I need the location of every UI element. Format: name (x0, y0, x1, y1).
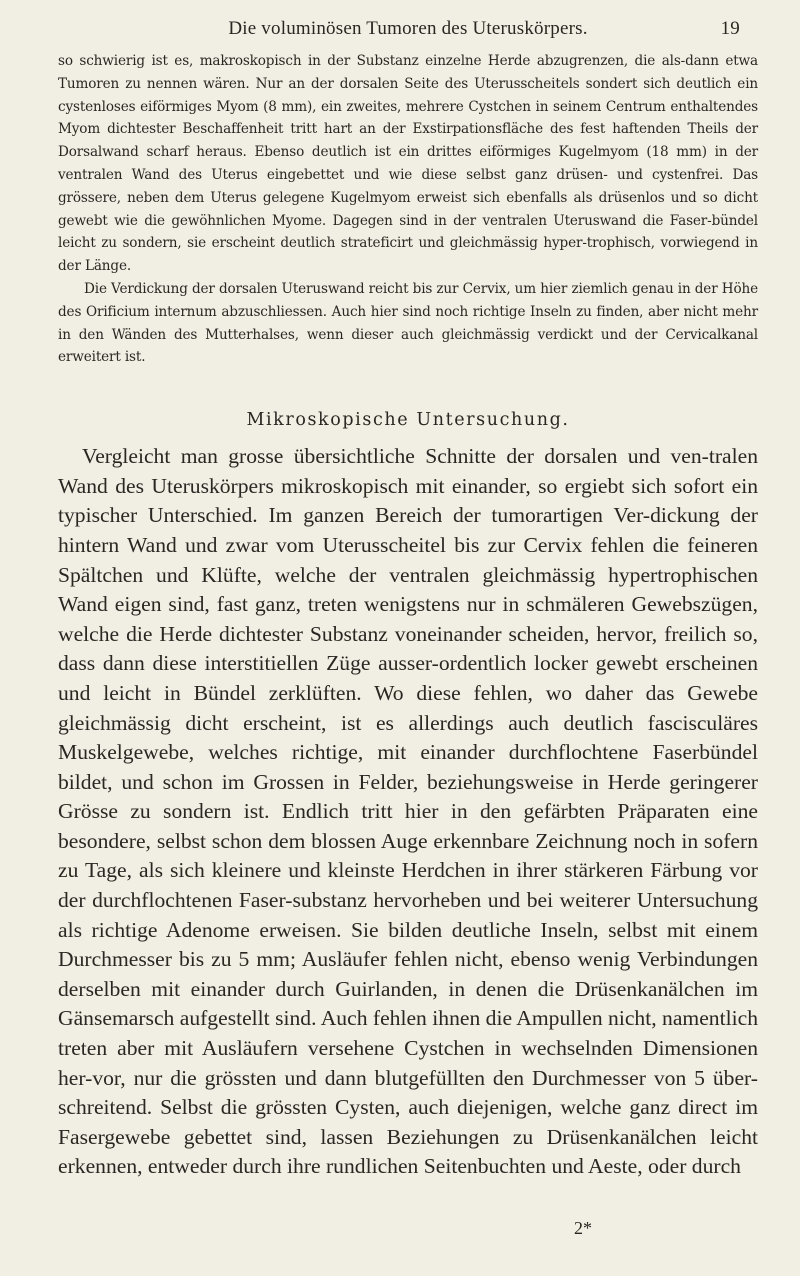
paragraph-3: Vergleicht man grosse übersichtliche Schnitte der dorsalen und ven-tralen Wand des Uteruskörpers mikroskopisch mit einander, so ergiebt sich sofort ein typischer Unterschied. Im ganzen Bereich der tumorartigen Ver-dickung der hintern Wand und zwar vom Uterusscheitel bis zur Cervix fehlen die feineren Spältchen und Klüfte, welche der ventralen gleichmässig hypertrophischen Wand eigen sind, fast ganz, treten wenigstens nur in schmäleren Gewebszügen, welche die Herde dichtester Substanz voneinander scheiden, hervor, freilich so, dass dann diese interstitiellen Züge ausser-ordentlich locker gewebt erscheinen und leicht in Bündel zerklüften. Wo diese fehlen, wo daher das Gewebe gleichmässig dicht erscheint, ist es allerdings auch deutlich fascisculäres Muskelgewebe, welches richtige, mit einander durchflochtene Faserbündel bildet, und schon im Grossen in Felder, beziehungsweise in Herde geringerer Grösse zu sondern ist. Endlich tritt hier in den gefärbten Präparaten eine besondere, selbst schon dem blossen Auge erkennbare Zeichnung noch in sofern zu Tage, als sich kleinere und kleinste Herdchen in ihrer stärkeren Färbung vor der durchflochtenen Faser-substanz hervorheben und bei weiterer Untersuchung als richtige Adenome erweisen. Sie bilden deutliche Inseln, selbst mit einem Durchmesser bis zu 5 mm; Ausläufer fehlen nicht, ebenso wenig Verbindungen derselben mit einander durch Guirlanden, in denen die Drüsenkanälchen im Gänsemarsch aufgestellt sind. Auch fehlen ihnen die Ampullen nicht, namentlich treten aber mit Ausläufern versehene Cystchen in wechselnden Dimensionen her-vor, nur die grössten und dann blutgefüllten den Durchmesser von 5 über-schreitend. Selbst die grössten Cysten, auch diejenigen, welche ganz direct im Fasergewebe gebettet sind, lassen Beziehungen zu Drüsenkanälchen leicht erkennen, entweder durch ihre rundlichen Seitenbuchten und Aeste, oder durch (58, 444, 758, 1179)
paragraph-1: so schwierig ist es, makroskopisch in der Substanz einzelne Herde abzugrenzen, die als-dann etwa Tumoren zu nennen wären. Nur an der dorsalen Seite des Uterusscheitels sondert sich deutlich ein cystenloses eiförmiges Myom (8 mm), ein zweites, mehrere Cystchen in seinem Centrum enthaltendes Myom dichtester Beschaffenheit tritt hart an der Exstirpationsfläche des fest haftenden Theils der Dorsalwand scharf heraus. Ebenso deutlich ist ein drittes eiförmiges Kugelmyom (18 mm) in der ventralen Wand des Uterus eingebettet und wie diese selbst ganz drüsen- und cystenfrei. Das grössere, neben dem Uterus gelegene Kugelmyom erweist sich ebenfalls als drüsenlos und so dicht gewebt wie die gewöhnlichen Myome. Dagegen sind in der ventralen Uteruswand die Faser-bündel leicht zu sondern, sie erscheint deutlich strateficirt und gleichmässig hyper-trophisch, vorwiegend in der Länge. (58, 53, 758, 275)
page (58, 14, 758, 1182)
running-header (58, 14, 758, 50)
running-title: Die voluminösen Tumoren des Uteruskörpers. (228, 18, 588, 39)
paragraph-2: Die Verdickung der dorsalen Uteruswand reicht bis zur Cervix, um hier ziemlich genau in der Höhe des Orificium internum abzuschliessen. Auch hier sind noch richtige Inseln zu finden, aber nicht mehr in den Wänden des Mutterhalses, wenn dieser auch gleichmässig verdickt und der Cervicalkanal erweitert ist. (58, 280, 758, 366)
signature-mark: 2* (574, 1218, 592, 1238)
page-number: 19 (720, 18, 740, 39)
section-heading: Mikroskopische Untersuchung. (246, 410, 570, 431)
